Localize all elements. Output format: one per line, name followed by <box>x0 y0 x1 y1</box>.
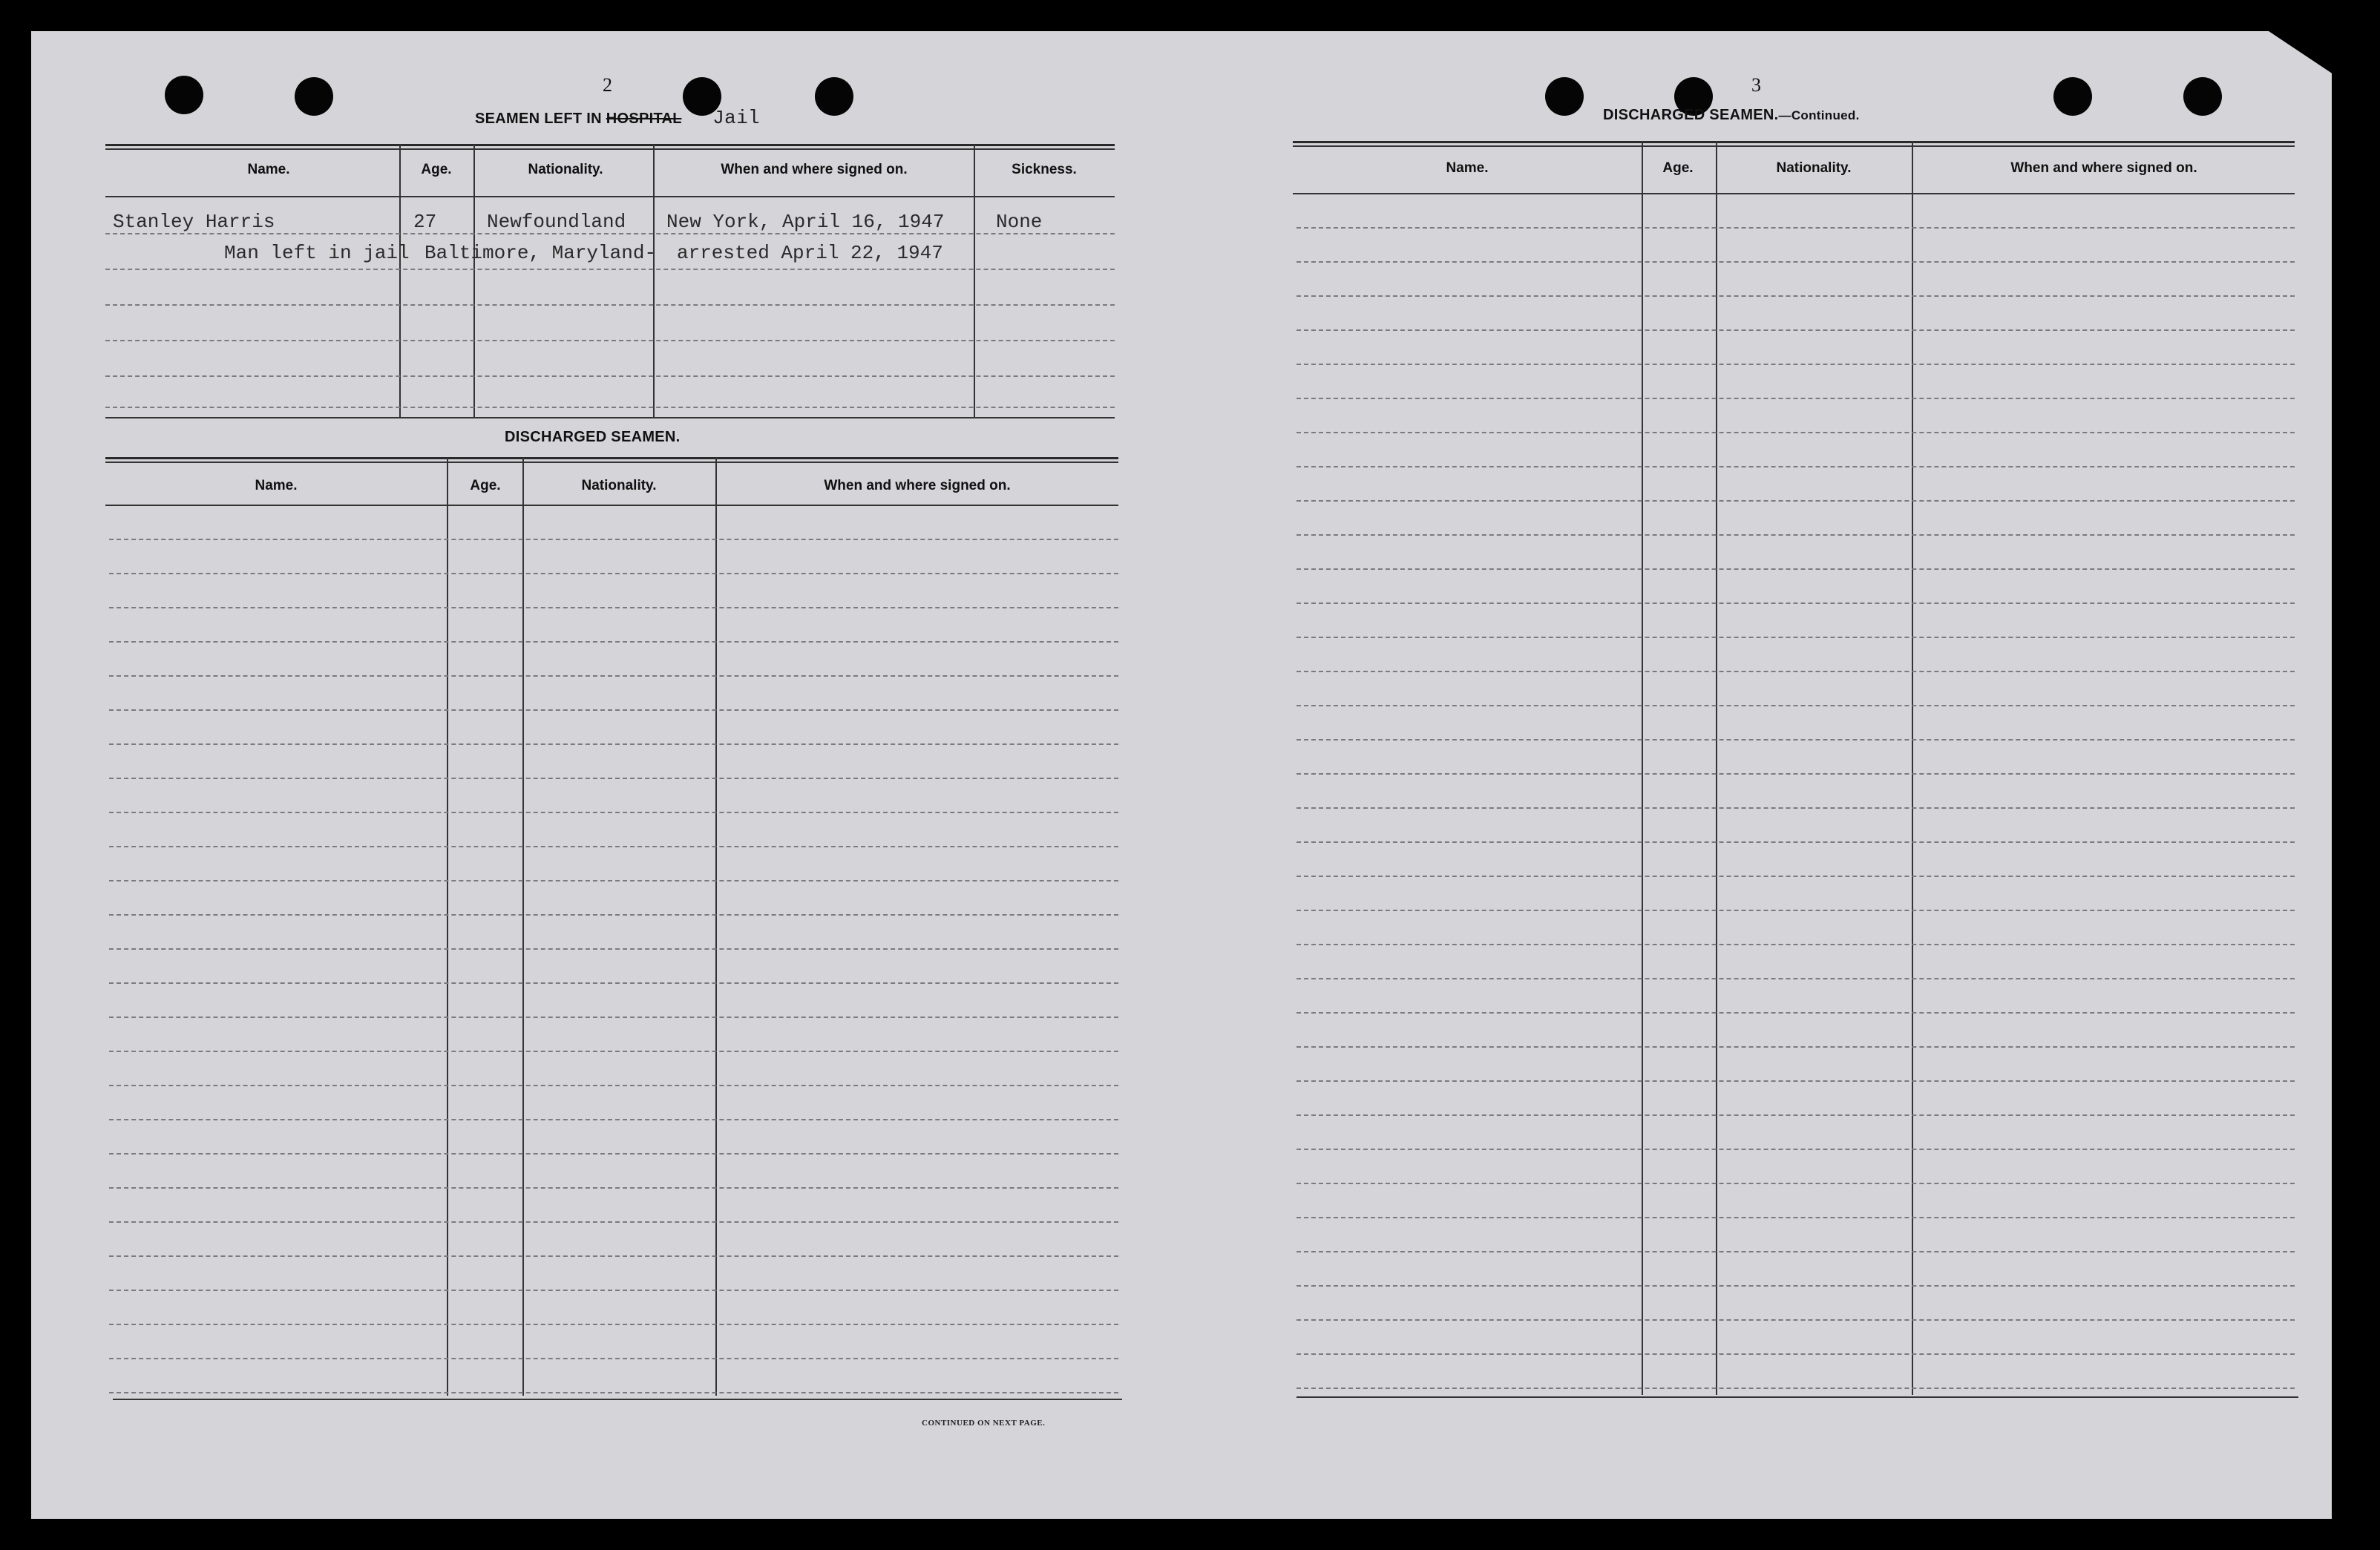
row-rule <box>109 914 1118 916</box>
continued-note: CONTINUED ON NEXT PAGE. <box>922 1419 1046 1428</box>
col-nationality: Nationality. <box>528 162 603 177</box>
table-top-rule <box>105 144 1115 146</box>
row-rule <box>109 1085 1118 1086</box>
row-rule <box>109 1358 1118 1359</box>
col-age: Age. <box>470 478 501 493</box>
seamen-left-title <box>475 107 760 129</box>
row-rule <box>109 880 1118 881</box>
table-bottom-rule <box>113 1399 1122 1400</box>
col-signed-on: When and where signed on. <box>824 478 1011 493</box>
page-number: 2 <box>603 74 612 96</box>
row-rule <box>105 304 1115 306</box>
row-rule <box>1296 534 2295 536</box>
ledger-sheet <box>31 31 2332 1519</box>
col-sickness: Sickness. <box>1012 162 1077 177</box>
table-top-rule <box>105 457 1118 459</box>
discharged-continued-title <box>1603 107 1860 124</box>
row-rule <box>1296 1183 2295 1184</box>
col-nationality: Nationality. <box>1776 160 1852 176</box>
row-rule <box>1296 466 2295 467</box>
row-rule <box>109 1392 1118 1393</box>
row-rule <box>1296 1149 2295 1150</box>
row-rule <box>1296 1046 2295 1048</box>
row-rule <box>1296 1080 2295 1082</box>
row-rule <box>1296 227 2295 229</box>
row-rule <box>109 641 1118 643</box>
row-rule <box>109 846 1118 847</box>
row-rule <box>109 948 1118 950</box>
row-rule <box>1296 1114 2295 1116</box>
row-rule <box>1296 841 2295 843</box>
row-rule <box>1296 329 2295 331</box>
row-rule <box>1296 1388 2295 1389</box>
col-nationality: Nationality. <box>581 478 657 493</box>
header-rule <box>105 196 1115 197</box>
entry-jail-location: Baltimore, Maryland- <box>424 242 657 264</box>
table-top-rule <box>105 148 1115 150</box>
col-name: Name. <box>255 478 298 493</box>
row-rule <box>1296 261 2295 263</box>
row-rule <box>109 1187 1118 1189</box>
row-rule <box>109 1290 1118 1291</box>
table-bottom-rule <box>105 417 1115 418</box>
typed-jail: Jail <box>712 107 760 129</box>
table-top-rule <box>1293 141 2295 143</box>
col-age: Age. <box>1662 160 1694 176</box>
row-rule <box>1296 602 2295 604</box>
row-rule <box>109 675 1118 677</box>
row-rule <box>1296 432 2295 433</box>
row-rule <box>109 539 1118 540</box>
table-top-rule <box>1293 145 2295 147</box>
row-rule <box>109 778 1118 779</box>
title-suffix: —Continued. <box>1778 108 1860 122</box>
row-rule <box>109 982 1118 984</box>
row-rule <box>105 269 1115 270</box>
struck-word: HOSPITAL <box>606 111 682 127</box>
entry-age: 27 <box>413 211 437 233</box>
row-rule <box>1296 500 2295 502</box>
col-signed-on: When and where signed on. <box>2010 160 2197 176</box>
title-prefix: SEAMEN LEFT IN <box>475 111 602 127</box>
column-divider <box>974 144 975 418</box>
row-rule <box>1296 910 2295 911</box>
header-rule <box>105 505 1118 506</box>
col-name: Name. <box>247 162 290 177</box>
row-rule <box>1296 1285 2295 1287</box>
row-rule <box>109 573 1118 574</box>
row-rule <box>109 743 1118 745</box>
row-rule <box>105 407 1115 408</box>
table-top-rule <box>105 462 1118 463</box>
entry-signed-on: New York, April 16, 1947 <box>666 211 945 233</box>
row-rule <box>1296 773 2295 775</box>
row-rule <box>109 1221 1118 1223</box>
entry-arrest-date: arrested April 22, 1947 <box>677 242 943 264</box>
left-page <box>31 31 1144 1485</box>
row-rule <box>109 1255 1118 1257</box>
row-rule <box>1296 568 2295 570</box>
row-rule <box>1296 807 2295 809</box>
row-rule <box>105 233 1115 234</box>
row-rule <box>105 375 1115 377</box>
row-rule <box>1296 1217 2295 1218</box>
col-signed-on: When and where signed on. <box>721 162 908 177</box>
row-rule <box>1296 398 2295 399</box>
row-rule <box>1296 364 2295 365</box>
row-rule <box>105 340 1115 341</box>
right-page <box>1144 31 2332 1485</box>
row-rule <box>109 812 1118 813</box>
table-bottom-rule <box>1296 1396 2298 1398</box>
col-age: Age. <box>421 162 452 177</box>
entry-name: Stanley Harris <box>113 211 275 233</box>
row-rule <box>109 1324 1118 1325</box>
header-rule <box>1293 193 2295 194</box>
row-rule <box>1296 876 2295 877</box>
row-rule <box>1296 739 2295 740</box>
row-rule <box>1296 1319 2295 1321</box>
row-rule <box>1296 1012 2295 1014</box>
column-divider <box>399 144 401 418</box>
entry-sickness: None <box>996 211 1043 233</box>
row-rule <box>1296 1353 2295 1355</box>
discharged-title: DISCHARGED SEAMEN. <box>505 429 681 445</box>
row-rule <box>1296 978 2295 979</box>
title-main: DISCHARGED SEAMEN. <box>1603 107 1779 123</box>
row-rule <box>1296 705 2295 706</box>
row-rule <box>1296 944 2295 945</box>
row-rule <box>109 1051 1118 1052</box>
row-rule <box>109 607 1118 608</box>
row-rule <box>1296 671 2295 672</box>
row-rule <box>109 1153 1118 1155</box>
row-rule <box>109 709 1118 711</box>
row-rule <box>1296 295 2295 297</box>
column-divider <box>473 144 475 418</box>
row-rule <box>1296 1251 2295 1252</box>
col-name: Name. <box>1446 160 1489 176</box>
column-divider <box>653 144 655 418</box>
row-rule <box>1296 637 2295 638</box>
page-number: 3 <box>1751 74 1761 96</box>
entry-nationality: Newfoundland <box>487 211 626 233</box>
row-rule <box>109 1119 1118 1120</box>
row-rule <box>109 1017 1118 1018</box>
entry-note: Man left in jail <box>224 242 410 264</box>
